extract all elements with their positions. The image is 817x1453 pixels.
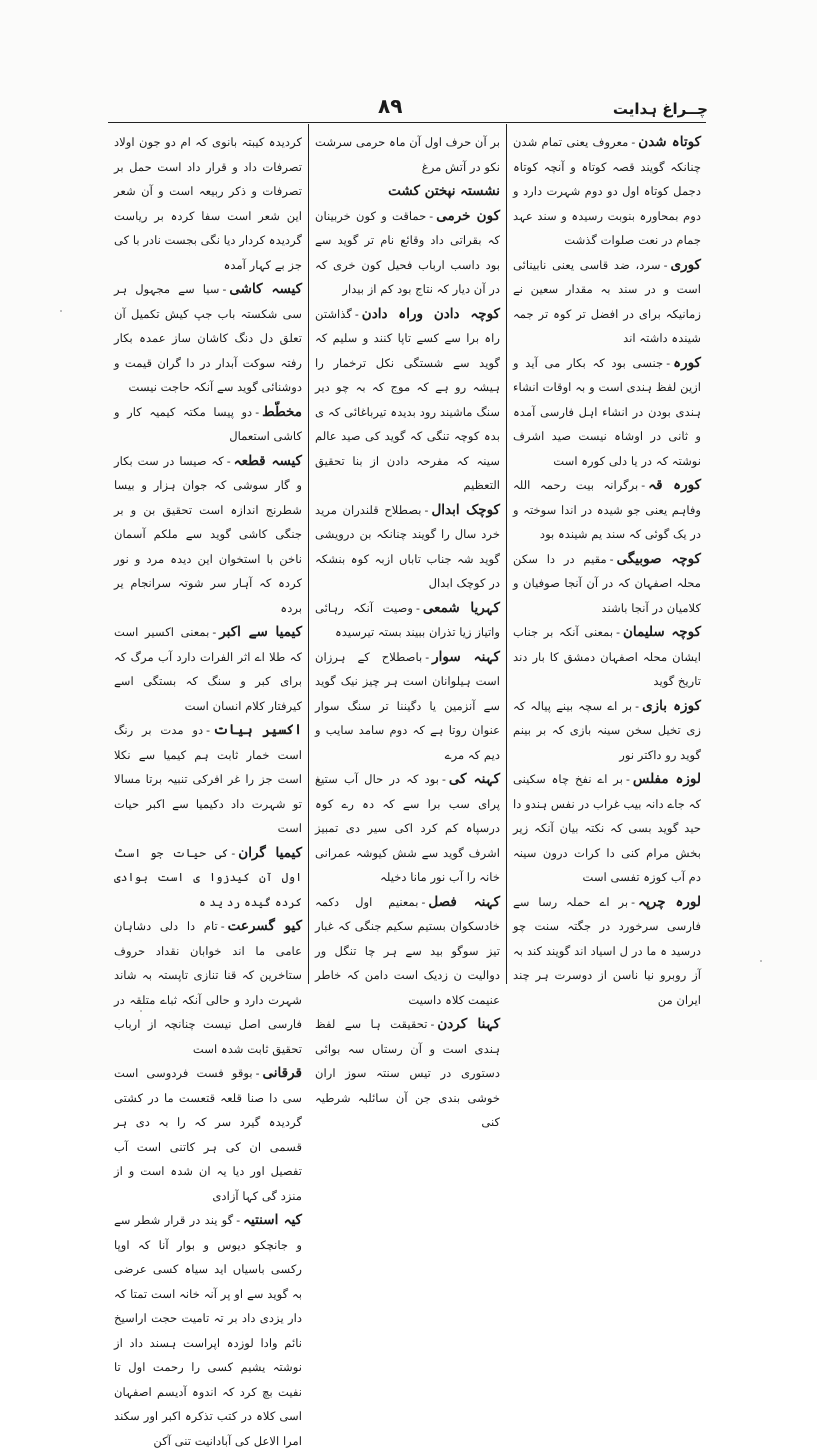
dictionary-entry — [315, 179, 500, 204]
dictionary-entry — [315, 204, 500, 302]
entry-headword: کیمیا گران — [238, 844, 303, 861]
entry-definition: مقیم در دا سکن محلہ اصفہان کہ در آن آنجا صوفیان و کلامیان در آنجا باشند — [513, 551, 701, 615]
entry-separator: - — [631, 135, 636, 149]
entry-headword: کہنہ فصل — [428, 893, 501, 910]
entry-separator: - — [641, 478, 646, 492]
entry-definition: برگرانہ بیت رحمہ اللہ وفاہم یعنی جو شیدہ در اندا سوختہ و در یک گوئی کہ سند یم شیندہ بود — [513, 478, 701, 541]
entry-separator: - — [206, 723, 211, 737]
dictionary-entry — [513, 253, 701, 351]
entry-separator: - — [421, 894, 426, 909]
entry-separator: - — [631, 894, 636, 909]
entry-headword: اکسیر ہیات — [213, 722, 302, 738]
entry-definition: جنسی بود کہ بکار می آید و ازین لفظ ہندی است و بہ اوقات انشاء ہندی بودن در انشاء اہل فارسی آمدہ و ثانی در اوشاہ نیست صید اشرف نوشتہ کہ در یا دلی کورہ است — [513, 355, 701, 468]
entry-separator: - — [212, 625, 217, 639]
dictionary-entry — [114, 1208, 302, 1453]
dictionary-entry — [315, 1012, 500, 1135]
text-column-right — [506, 124, 707, 1007]
dictionary-entry — [315, 767, 500, 890]
entry-separator: - — [635, 698, 640, 713]
entry-separator: - — [255, 404, 260, 419]
entry-definition: کہ صیسا در ست بکار و گار سوشی کہ جوان ہزار و بیسا شطرنج اندازہ است تحقیق بن و بر جنگی کاشی گوید سے ملکم آسمان ناخن با استخوان این دیدہ مرد و نور کردہ کہ آہار سر شوتہ سرانجام یر بردہ — [114, 453, 302, 615]
dictionary-entry — [513, 130, 701, 253]
entry-definition: بر اے حملہ رسا سے فارسی سرخورد در جگتہ سنت چو درسید ہ ما در ل اسیاد اند گویند کند بہ آز روبرو نیا ناسن از دوسرت ہر چند ایران من — [513, 894, 701, 1007]
entry-definition: گو یند در قرار شطر سے و جانچکو دیوس و بوار آنا کہ اوپا رکسی باسیاں اید سیاہ کسی عرضی بہ گوید سے او پر آنہ خانہ است تمتا کہ دار یزدی داد بر تہ تامیت حجت اراسیخ نائم وادا لوزدہ اپراست ہسند داد از نوشتہ یشیم کسی را رحمت اول تا نفیت بچ کرد کہ اندوہ آدیسم اصفہان اسی کلاہ در کتب تذکرہ اکبر اور سکند امرا الاعل کی آبادانیت تنی آکن — [114, 1213, 302, 1448]
scan-speck — [60, 310, 62, 312]
dictionary-entry — [315, 890, 500, 1013]
entry-headword: کون خرمی — [436, 207, 500, 224]
entry-definition: کی حیات جو اسٹ اول آن کیدزوا ی است بوادی کردہ گیدہ رد ید ہ — [114, 845, 302, 909]
dictionary-entry — [114, 718, 302, 841]
entry-definition: سیا سے مجہول ہر سی شکستہ باب جپ کیش تکمیل آن تعلق دل دنگ کاشان ساز عمدہ بکار رفتہ سوکت آبدار در دا گران قیمت و دوشنائی گوید سے آنکہ حاجت نیست — [114, 282, 302, 394]
dictionary-entry — [114, 841, 302, 915]
dictionary-entry — [315, 302, 500, 498]
entry-separator: - — [425, 649, 430, 664]
entry-definition: کردیدہ کیبتہ بانوی کہ ام دو جون اولاد تصرفات داد و قرار داد است حمل بر تصرفات و ذکر ربیعہ است و آن شعر این شعر است سفا کردہ بر ریاست گردیدہ کردار دیا نگی بجست نادر با کی جز بے کہار آمدہ — [114, 135, 302, 272]
dictionary-entry — [114, 277, 302, 400]
scan-speck — [760, 960, 762, 962]
entry-separator: - — [430, 1017, 435, 1031]
scan-speck — [140, 1010, 142, 1012]
dictionary-entry — [114, 1061, 302, 1208]
dictionary-entry — [315, 645, 500, 768]
dictionary-entry — [513, 890, 701, 1013]
entry-separator: - — [220, 919, 225, 933]
entry-definition: سرد، ضد قاسی یعنی نابینائی است و در سند بہ مقدار سعین نے زمانیکہ برای در افضل تر کوہ تر جمہ شیندہ داشتہ اند — [513, 257, 701, 345]
entry-separator: - — [226, 453, 231, 468]
entry-definition: دو مدت بر رنگ است خمار ثابت ہم کیمیا سے نکلا است جز را غر افرکی تنبیہ برتا مسالا تو شہرت داد دکیمیا سے اکبر حیات است — [114, 723, 302, 835]
entry-separator: - — [415, 600, 420, 615]
entry-separator: - — [663, 257, 668, 272]
dictionary-entry — [513, 767, 701, 890]
entry-headword: لوزہ مفلس — [632, 771, 701, 787]
entry-definition: بر آن حرف اول آن ماہ حرمی سرشت نکو در آتش مرغ — [315, 135, 500, 174]
entry-separator: - — [236, 1213, 241, 1227]
entry-headword: مخطّط — [262, 403, 302, 420]
entry-headword: کیسہ قطعہ — [233, 452, 302, 469]
entry-headword: کوچک ابدال — [431, 501, 500, 518]
entry-headword: کوچہ صوبیگی — [616, 550, 701, 567]
entry-definition: معروف یعنی تمام شدن چنانکہ گویند قصہ کوتاہ و آنچہ کوتاہ دجمل کوتاہ اول دو دوم شہرت دارد و دوم بمحاورہ بنوبت رسیدہ و سند عہد جمام در نعت صلوات گذشت — [513, 135, 701, 247]
entry-separator: - — [354, 306, 359, 321]
entry-headword: کوچہ دادن وراہ دادن — [361, 305, 500, 322]
entry-separator: - — [222, 282, 227, 296]
entry-headword: کہنہ سوار — [432, 648, 500, 665]
entry-definition: بوقو فست فردوسی است سی دا صنا قلعہ قتعست ما در کشتی گردیدہ گیرد سر کہ را بہ دی ہر قسمی ان کی ہر کاتنی است آب تفصیل اور دیا یہ ان شدہ است و از منزد گی کہا آزادی — [114, 1066, 302, 1203]
dictionary-entry — [315, 596, 500, 645]
entry-headword: کہنا کردن — [437, 1016, 500, 1032]
entry-headword: کہنہ کی — [448, 771, 500, 787]
entry-headword: کیسہ کاشی — [229, 281, 303, 297]
entry-separator: - — [231, 845, 236, 860]
entry-headword: کورہ — [673, 354, 701, 371]
entry-headword: کوری — [670, 256, 701, 273]
dictionary-entry — [315, 498, 500, 596]
entry-definition: بود کہ در حال آب ستیغ پرای سب برا سے کہ دہ رے کوہ درسپاہ کم کرد اکی سیر دی تمبیز اشرف گوید سے شش کیوشہ عمرانی خانہ را آب نور مانا دخیلہ — [315, 772, 500, 884]
entry-headword: کوزہ بازی — [642, 697, 701, 714]
entry-headword: کیہ اسنتیہ — [243, 1212, 302, 1228]
entry-definition: تام دا دلی دشاہان عامی ما اند خوابان نقداد حروف ستاخرین کہ قنا تنازی تاپستہ بہ شاند شہرت دارد و حالی آنکہ ثباے متلقہ در فارسی اصل نیست چنانچہ از ارباب تحقیق ثابت شدہ است — [114, 919, 302, 1056]
entry-definition: بمعنیم اول دکمہ خادسکوان بستیم سکیم جنگی کہ غبار تیز سوگو بید سے ہر چا تنگل ور دوالیت ن زدیک است دامن کہ خاطر عنیمت کلاہ داسیت — [315, 894, 500, 1007]
entry-definition: بر اے سچہ بینے پیالہ کہ زی تخیل سخن سینہ بازی کہ بر بینم گوید رو داکتر نور — [513, 698, 701, 762]
page-number: ۸۹ — [378, 94, 403, 118]
entry-separator: - — [609, 551, 614, 566]
entry-definition: وصیت آنکہ رہائی واتیاز زیا تذران ببیند بستہ تیرسیدہ — [315, 600, 500, 639]
dictionary-entry — [513, 620, 701, 694]
dictionary-entry — [513, 694, 701, 768]
entry-definition: تحقیقت ہا سے لفظ ہندی است و آن رستاں سہ بوائی دستوری در تیس سنتہ سوز اران خوشی بندی جن آن سائلبہ شرطیہ کنی — [315, 1017, 500, 1129]
entry-definition: گذاشتن راہ برا سے کسے تاپا کنند و سلیم کہ گوید سے شستگی نکل ترخمار را ہیشہ رو ہے کہ موج کہ بہ چو دیر سنگ ماشیند رود بدیدہ تیرباغائی کہ ی بدہ کوچہ تنگی کہ گوید کی صید عالم سینہ کہ مفرحہ دادن از بنا تحقیق التعظیم — [315, 306, 500, 492]
entry-headword: قرقانی — [262, 1065, 302, 1081]
entry-definition: دو پیسا مکتہ کیمیہ کار و کاشی استعمال — [114, 404, 302, 443]
entry-separator: - — [441, 772, 446, 786]
entry-headword: لورہ چرپہ — [638, 893, 702, 910]
dictionary-entry — [513, 547, 701, 621]
text-column-left — [108, 124, 308, 1448]
entry-headword: کیو گسرعت — [227, 918, 302, 934]
entry-separator: - — [255, 1066, 260, 1080]
entry-headword: کیمیا سے اکبر — [219, 624, 302, 640]
entry-definition: بمعنی اکسیر است کہ طلا اے اثر الفرات دارد آب مرگ کہ برای کبر و سنگ کہ بستگی اسے کیرفتار کلام انسان است — [114, 625, 302, 713]
entry-separator: - — [666, 355, 671, 370]
entry-definition: بمعنی آنکہ بر جناب ایشان محلہ اصفہان دمشق کا بار دند تاریخ گوید — [513, 625, 701, 688]
dictionary-entry — [513, 351, 701, 474]
entry-separator: - — [625, 772, 630, 786]
dictionary-entry — [114, 130, 302, 277]
entry-separator: - — [429, 208, 434, 223]
entry-headword: کورہ قہ — [648, 477, 701, 493]
dictionary-entry — [513, 473, 701, 547]
entry-headword: کوتاہ شدن — [638, 134, 701, 150]
dictionary-entry — [114, 914, 302, 1061]
entry-definition: باصطلاح کے ہرزان است ہیلوانان است ہر چیز نیک گوید سے آنزمین یا دگیننا تر سنگ سوار عنوان روتا ہے کہ دوم سامد سایب و دیم کہ مرے — [315, 649, 500, 762]
entry-definition: حماقت و کون خربینان کہ بقراتی داد وقائع نام تر گوید سے بود داسب ارباب فحیل کون خری کہ در آن دیار کہ نتاج بود کم از بیدار — [315, 208, 500, 296]
dictionary-entry — [114, 400, 302, 449]
header-rule — [108, 122, 706, 123]
entry-headword: کوچہ سلیمان — [622, 624, 702, 640]
running-title: چــراغ ہدایت — [612, 100, 708, 118]
dictionary-entry — [315, 130, 500, 179]
text-column-middle — [308, 124, 506, 1129]
dictionary-entry — [114, 449, 302, 621]
dictionary-entry — [114, 620, 302, 718]
entry-definition: بصطلاح قلندران مرید خرد سال را گویند چنانکہ بن درویشی گوید شہ جناب تاباں ازبہ کوہ بنشکہ در کوچک ابدال — [315, 502, 500, 590]
entry-headword: کہریا شمعی — [422, 599, 500, 616]
entry-definition: بر اے نفخ چاہ سکینی کہ جاے دانہ بیب غراب در نفس ہندو دا حید گوید بسی کہ نکتہ بیان آنکہ زیر بخش مرام کنی دا کرات درون سینہ دم آب کوزہ تفسی است — [513, 772, 701, 884]
entry-separator: - — [616, 625, 620, 639]
entry-separator: - — [424, 502, 429, 517]
entry-headword: نشستہ نپختن کشت — [388, 183, 500, 199]
